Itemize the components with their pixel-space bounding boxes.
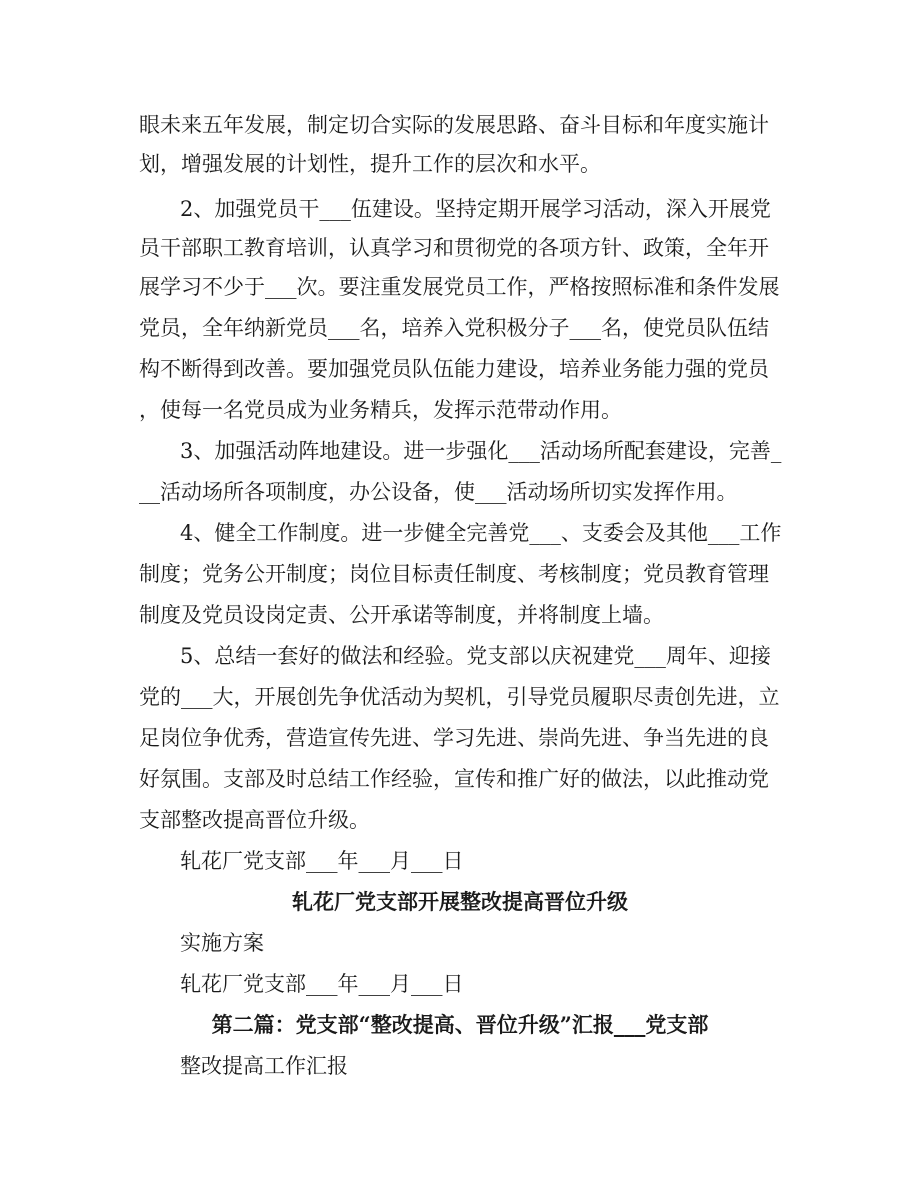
body-line: 构不断得到改善。要加强党员队伍能力建设，培养业务能力强的党员 [139, 357, 769, 381]
signature-date-line: 轧花厂党支部___年___月___日 [180, 972, 464, 996]
body-line: 支部整改提高晋位升级。 [139, 808, 370, 832]
body-line: 制度；党务公开制度；岗位目标责任制度、考核制度；党员教育管理 [139, 562, 769, 586]
body-line: 党的___大，开展创先争优活动为契机，引导党员履职尽责创先进，立 [139, 685, 780, 709]
signature-date-line: 轧花厂党支部___年___月___日 [180, 849, 464, 873]
body-line: 制度及党员设岗定责、公开承诺等制度，并将制度上墙。 [139, 603, 664, 627]
section-title: 轧花厂党支部开展整改提高晋位升级 [292, 889, 628, 914]
paragraph-3-start: 3、加强活动阵地建设。进一步强化___活动场所配套建设，完善_ [180, 439, 782, 463]
paragraph-2-start: 2、加强党员干___伍建设。坚持定期开展学习活动，深入开展党 [180, 197, 771, 221]
body-line: 好氛围。支部及时总结工作经验，宣传和推广好的做法，以此推动党 [139, 767, 769, 791]
body-line: 眼未来五年发展，制定切合实际的发展思路、奋斗目标和年度实施计 [139, 113, 769, 137]
body-line: ，使每一名党员成为业务精兵，发挥示范带动作用。 [139, 398, 622, 422]
body-line: 足岗位争优秀，营造宣传先进、学习先进、崇尚先进、争当先进的良 [139, 726, 769, 750]
chapter-title: 第二篇：党支部“整改提高、晋位升级”汇报___党支部 [211, 1012, 709, 1037]
body-line: __活动场所各项制度，办公设备，使___活动场所切实发挥作用。 [139, 480, 738, 504]
chapter-subtitle: 整改提高工作汇报 [180, 1054, 348, 1078]
section-subtitle: 实施方案 [180, 931, 264, 955]
paragraph-4-start: 4、健全工作制度。进一步健全完善党___、支委会及其他___工作 [180, 521, 782, 545]
paragraph-5-start: 5、总结一套好的做法和经验。党支部以庆祝建党___周年、迎接 [180, 644, 771, 668]
body-line: 展学习不少于___次。要注重发展党员工作，严格按照标准和条件发展 [139, 275, 780, 299]
body-line: 党员，全年纳新党员___名，培养入党积极分子___名，使党员队伍结 [139, 316, 769, 340]
body-line: 划，增强发展的计划性，提升工作的层次和水平。 [139, 152, 601, 176]
body-line: 员干部职工教育培训，认真学习和贯彻党的各项方针、政策，全年开 [139, 236, 769, 260]
